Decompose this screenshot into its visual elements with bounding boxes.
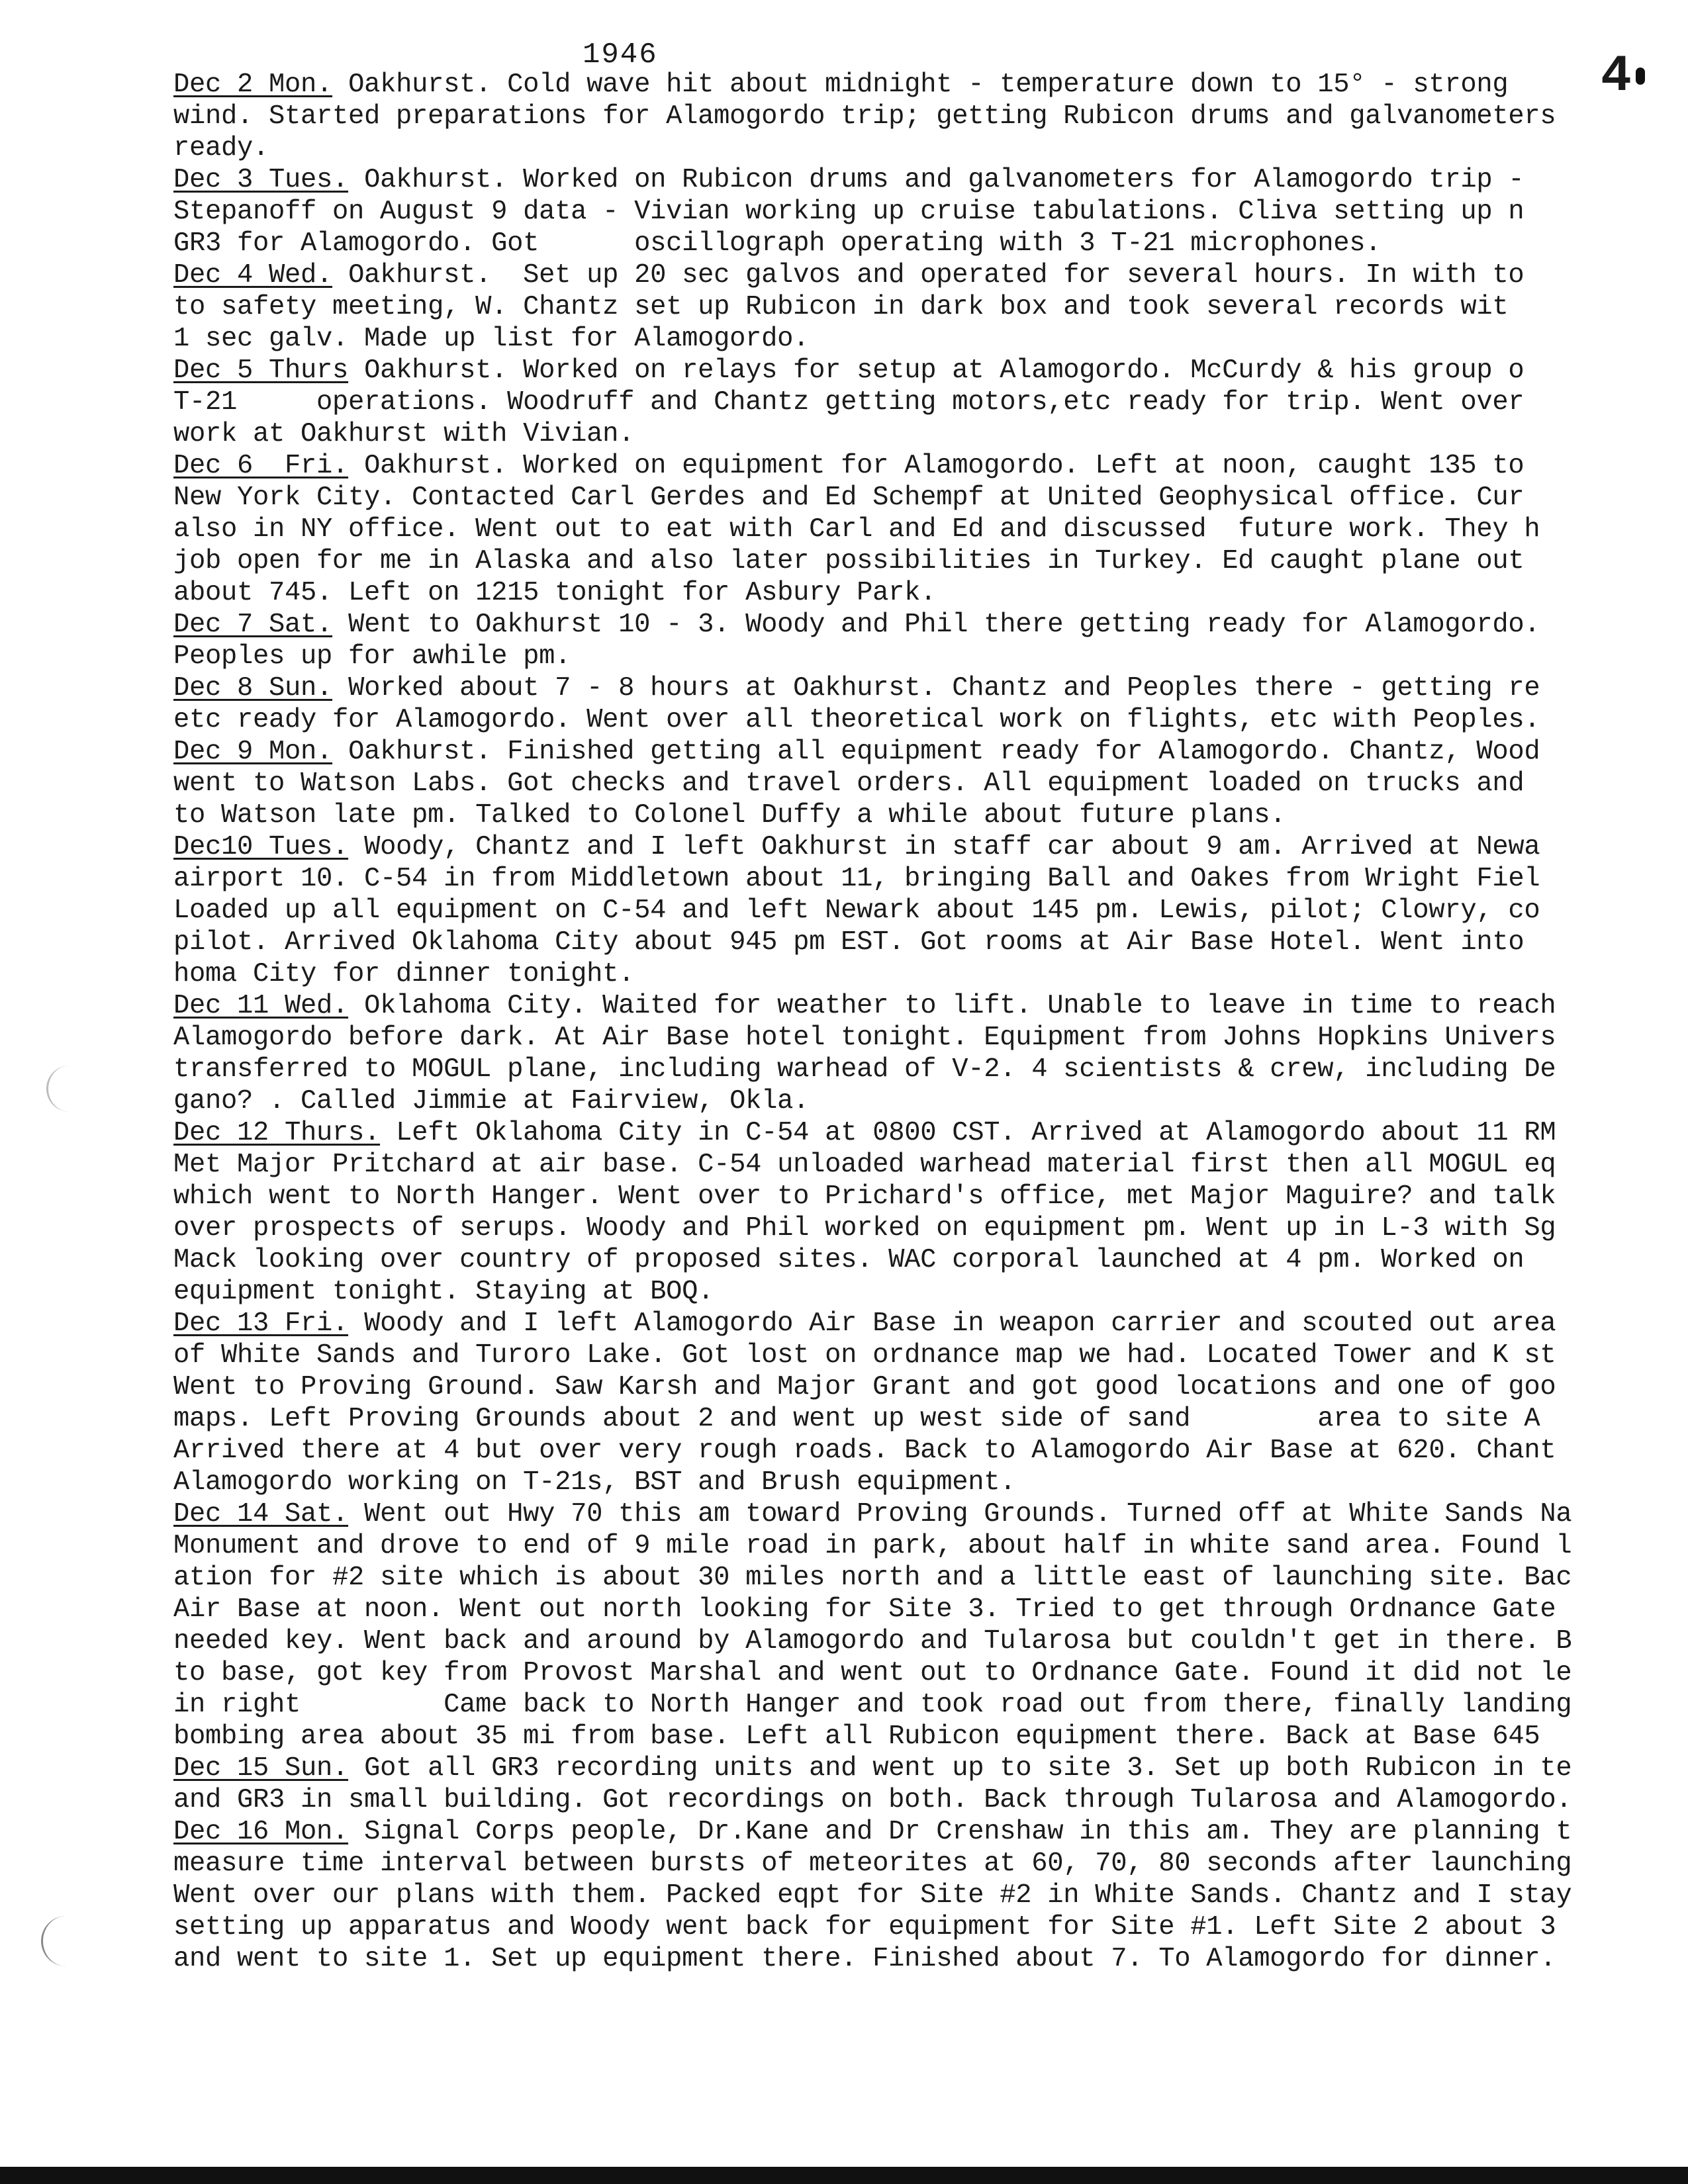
entry-line: homa City for dinner tonight. [173, 959, 635, 989]
diary-entry [173, 990, 1656, 1117]
entry-line: gano? . Called Jimmie at Fairview, Okla. [173, 1086, 810, 1116]
entry-line: T-21 operations. Woodruff and Chantz getting motors,etc ready for trip. Went over [173, 387, 1524, 418]
entry-line: to base, got key from Provost Marshal and went out to Ordnance Gate. Found it did not le [173, 1658, 1572, 1688]
entry-text: Oakhurst. Cold wave hit about midnight - temperature down to 15° - strong [348, 69, 1509, 100]
diary-entry [173, 609, 1656, 672]
entry-line: ation for #2 site which is about 30 miles north and a little east of launching site. Bac [173, 1563, 1572, 1593]
entry-date: Dec 12 Thurs. [173, 1118, 381, 1148]
entry-line: maps. Left Proving Grounds about 2 and went up west side of sand area to site A [173, 1404, 1540, 1434]
diary-entry [173, 69, 1656, 164]
diary-entry [173, 1498, 1656, 1752]
entry-date: Dec 8 Sun. [173, 673, 333, 704]
entry-line: Went over our plans with them. Packed eqpt for Site #2 in White Sands. Chantz and I stay [173, 1880, 1572, 1911]
entry-line [173, 672, 1656, 704]
diary-entry [173, 736, 1656, 831]
entry-text: Oakhurst. Worked on equipment for Alamogordo. Left at noon, caught 135 to [364, 451, 1524, 481]
entry-line: pilot. Arrived Oklahoma City about 945 pm EST. Got rooms at Air Base Hotel. Went into [173, 927, 1524, 958]
entry-line: wind. Started preparations for Alamogordo trip; getting Rubicon drums and galvanometers [173, 101, 1556, 132]
diary-entry [173, 831, 1656, 990]
entry-line: needed key. Went back and around by Alamogordo and Tularosa but couldn't get in there. B [173, 1626, 1572, 1657]
diary-entry [173, 1752, 1656, 1816]
entry-text: Oakhurst. Set up 20 sec galvos and operated for several hours. In with to [348, 260, 1524, 291]
entry-line [173, 450, 1656, 482]
entry-line: Air Base at noon. Went out north looking for Site 3. Tried to get through Ordnance Gate [173, 1594, 1556, 1625]
entry-line: Stepanoff on August 9 data - Vivian working up cruise tabulations. Cliva setting up n [173, 197, 1524, 227]
entry-line [173, 831, 1656, 863]
entry-line: bombing area about 35 mi from base. Left all Rubicon equipment there. Back at Base 645 [173, 1721, 1540, 1752]
entry-line [173, 609, 1656, 641]
entry-line [173, 259, 1656, 291]
entry-line: equipment tonight. Staying at BOQ. [173, 1277, 714, 1307]
entry-line: job open for me in Alaska and also later possibilities in Turkey. Ed caught plane out [173, 546, 1524, 576]
scan-edge-bar [0, 2167, 1688, 2184]
entry-date: Dec 13 Fri. [173, 1308, 349, 1339]
punch-hole-mark [46, 1066, 72, 1112]
entry-text: Woody and I left Alamogordo Air Base in weapon carrier and scouted out area [364, 1308, 1556, 1339]
entry-line: setting up apparatus and Woody went back for equipment for Site #1. Left Site 2 about 3 [173, 1912, 1556, 1942]
entry-date: Dec 16 Mon. [173, 1817, 349, 1847]
entry-line: 1 sec galv. Made up list for Alamogordo. [173, 324, 810, 354]
entry-line: etc ready for Alamogordo. Went over all theoretical work on flights, etc with Peoples. [173, 705, 1540, 735]
entry-text: Left Oklahoma City in C-54 at 0800 CST. Arrived at Alamogordo about 11 RM [396, 1118, 1556, 1148]
entry-text: Went out Hwy 70 this am toward Proving Grounds. Turned off at White Sands Na [364, 1499, 1572, 1529]
diary-entry [173, 164, 1656, 259]
entry-text: Went to Oakhurst 10 - 3. Woody and Phil there getting ready for Alamogordo. [348, 610, 1540, 640]
entry-date: Dec 2 Mon. [173, 69, 333, 100]
entry-line [173, 355, 1656, 387]
diary-entry [173, 355, 1656, 450]
entry-line: and went to site 1. Set up equipment there. Finished about 7. To Alamogordo for dinner. [173, 1944, 1556, 1974]
entry-line: which went to North Hanger. Went over to Prichard's office, met Major Maguire? and talk [173, 1181, 1556, 1212]
entry-line [173, 69, 1656, 101]
page-number-text: 4 [1601, 48, 1632, 106]
diary-entry [173, 1308, 1656, 1498]
entry-text: Oakhurst. Worked on relays for setup at Alamogordo. McCurdy & his group o [364, 355, 1524, 386]
entry-line [173, 1117, 1656, 1149]
entry-date: Dec 14 Sat. [173, 1499, 349, 1529]
entry-line: to safety meeting, W. Chantz set up Rubicon in dark box and took several records wit [173, 292, 1509, 322]
entry-line: also in NY office. Went out to eat with Carl and Ed and discussed future work. They h [173, 514, 1540, 545]
diary-entry [173, 450, 1656, 609]
entry-text: Oakhurst. Finished getting all equipment ready for Alamogordo. Chantz, Wood [348, 737, 1540, 767]
entry-line: Alamogordo before dark. At Air Base hotel tonight. Equipment from Johns Hopkins Univers [173, 1023, 1556, 1053]
entry-line [173, 1816, 1656, 1848]
entry-line: about 745. Left on 1215 tonight for Asbury Park. [173, 578, 937, 608]
entry-line: Mack looking over country of proposed sites. WAC corporal launched at 4 pm. Worked on [173, 1245, 1524, 1275]
entry-date: Dec 4 Wed. [173, 260, 333, 291]
entry-line [173, 1752, 1656, 1784]
entry-line [173, 1498, 1656, 1530]
diary-entry [173, 1816, 1656, 1975]
entry-line: Monument and drove to end of 9 mile road in park, about half in white sand area. Found l [173, 1531, 1572, 1561]
entry-date: Dec10 Tues. [173, 832, 349, 862]
entry-date: Dec 15 Sun. [173, 1753, 349, 1784]
entry-line: Arrived there at 4 but over very rough roads. Back to Alamogordo Air Base at 620. Chant [173, 1435, 1556, 1466]
entry-line [173, 164, 1656, 196]
diary-entries [173, 69, 1656, 1975]
entry-line: New York City. Contacted Carl Gerdes and Ed Schempf at United Geophysical office. Cur [173, 482, 1524, 513]
entry-line: Went to Proving Ground. Saw Karsh and Major Grant and got good locations and one of goo [173, 1372, 1556, 1402]
diary-entry [173, 259, 1656, 355]
entry-line: went to Watson Labs. Got checks and travel orders. All equipment loaded on trucks and [173, 768, 1524, 799]
entry-text: Got all GR3 recording units and went up to site 3. Set up both Rubicon in te [364, 1753, 1572, 1784]
entry-date: Dec 9 Mon. [173, 737, 333, 767]
entry-line: Alamogordo working on T-21s, BST and Brush equipment. [173, 1467, 1016, 1498]
entry-line: ready. [173, 133, 269, 163]
entry-line: to Watson late pm. Talked to Colonel Duffy a while about future plans. [173, 800, 1286, 831]
entry-line: over prospects of serups. Woody and Phil worked on equipment pm. Went up in L-3 with Sg [173, 1213, 1556, 1244]
entry-text: Signal Corps people, Dr.Kane and Dr Crenshaw in this am. They are planning t [364, 1817, 1572, 1847]
year-heading: 1946 [583, 38, 658, 71]
diary-entry [173, 1117, 1656, 1308]
entry-line: work at Oakhurst with Vivian. [173, 419, 635, 449]
entry-date: Dec 3 Tues. [173, 165, 349, 195]
entry-line [173, 736, 1656, 768]
entry-line: transferred to MOGUL plane, including warhead of V-2. 4 scientists & crew, including De [173, 1054, 1556, 1085]
entry-date: Dec 5 Thurs [173, 355, 349, 386]
entry-text: Worked about 7 - 8 hours at Oakhurst. Chantz and Peoples there - getting re [348, 673, 1540, 704]
diary-entry [173, 672, 1656, 736]
entry-text: Woody, Chantz and I left Oakhurst in staff car about 9 am. Arrived at Newa [364, 832, 1540, 862]
entry-date: Dec 7 Sat. [173, 610, 333, 640]
entry-date: Dec 6 Fri. [173, 451, 349, 481]
entry-line: Met Major Pritchard at air base. C-54 unloaded warhead material first then all MOGUL eq [173, 1150, 1556, 1180]
entry-line: in right Came back to North Hanger and took road out from there, finally landing [173, 1690, 1572, 1720]
entry-text: Oakhurst. Worked on Rubicon drums and galvanometers for Alamogordo trip - [364, 165, 1524, 195]
entry-line: of White Sands and Turoro Lake. Got lost on ordnance map we had. Located Tower and K st [173, 1340, 1556, 1371]
entry-line: Peoples up for awhile pm. [173, 641, 571, 672]
entry-line: Loaded up all equipment on C-54 and left Newark about 145 pm. Lewis, pilot; Clowry, co [173, 895, 1540, 926]
entry-line: measure time interval between bursts of meteorites at 60, 70, 80 seconds after launching [173, 1848, 1572, 1879]
entry-text: Oklahoma City. Waited for weather to lift. Unable to leave in time to reach [364, 991, 1556, 1021]
entry-line: and GR3 in small building. Got recordings on both. Back through Tularosa and Alamogordo. [173, 1785, 1572, 1815]
entry-date: Dec 11 Wed. [173, 991, 349, 1021]
entry-line: GR3 for Alamogordo. Got oscillograph operating with 3 T-21 microphones. [173, 228, 1382, 259]
entry-line [173, 990, 1656, 1022]
entry-line [173, 1308, 1656, 1340]
punch-hole-mark [41, 1916, 67, 1966]
entry-line: airport 10. C-54 in from Middletown about 11, bringing Ball and Oakes from Wright Fiel [173, 864, 1540, 894]
